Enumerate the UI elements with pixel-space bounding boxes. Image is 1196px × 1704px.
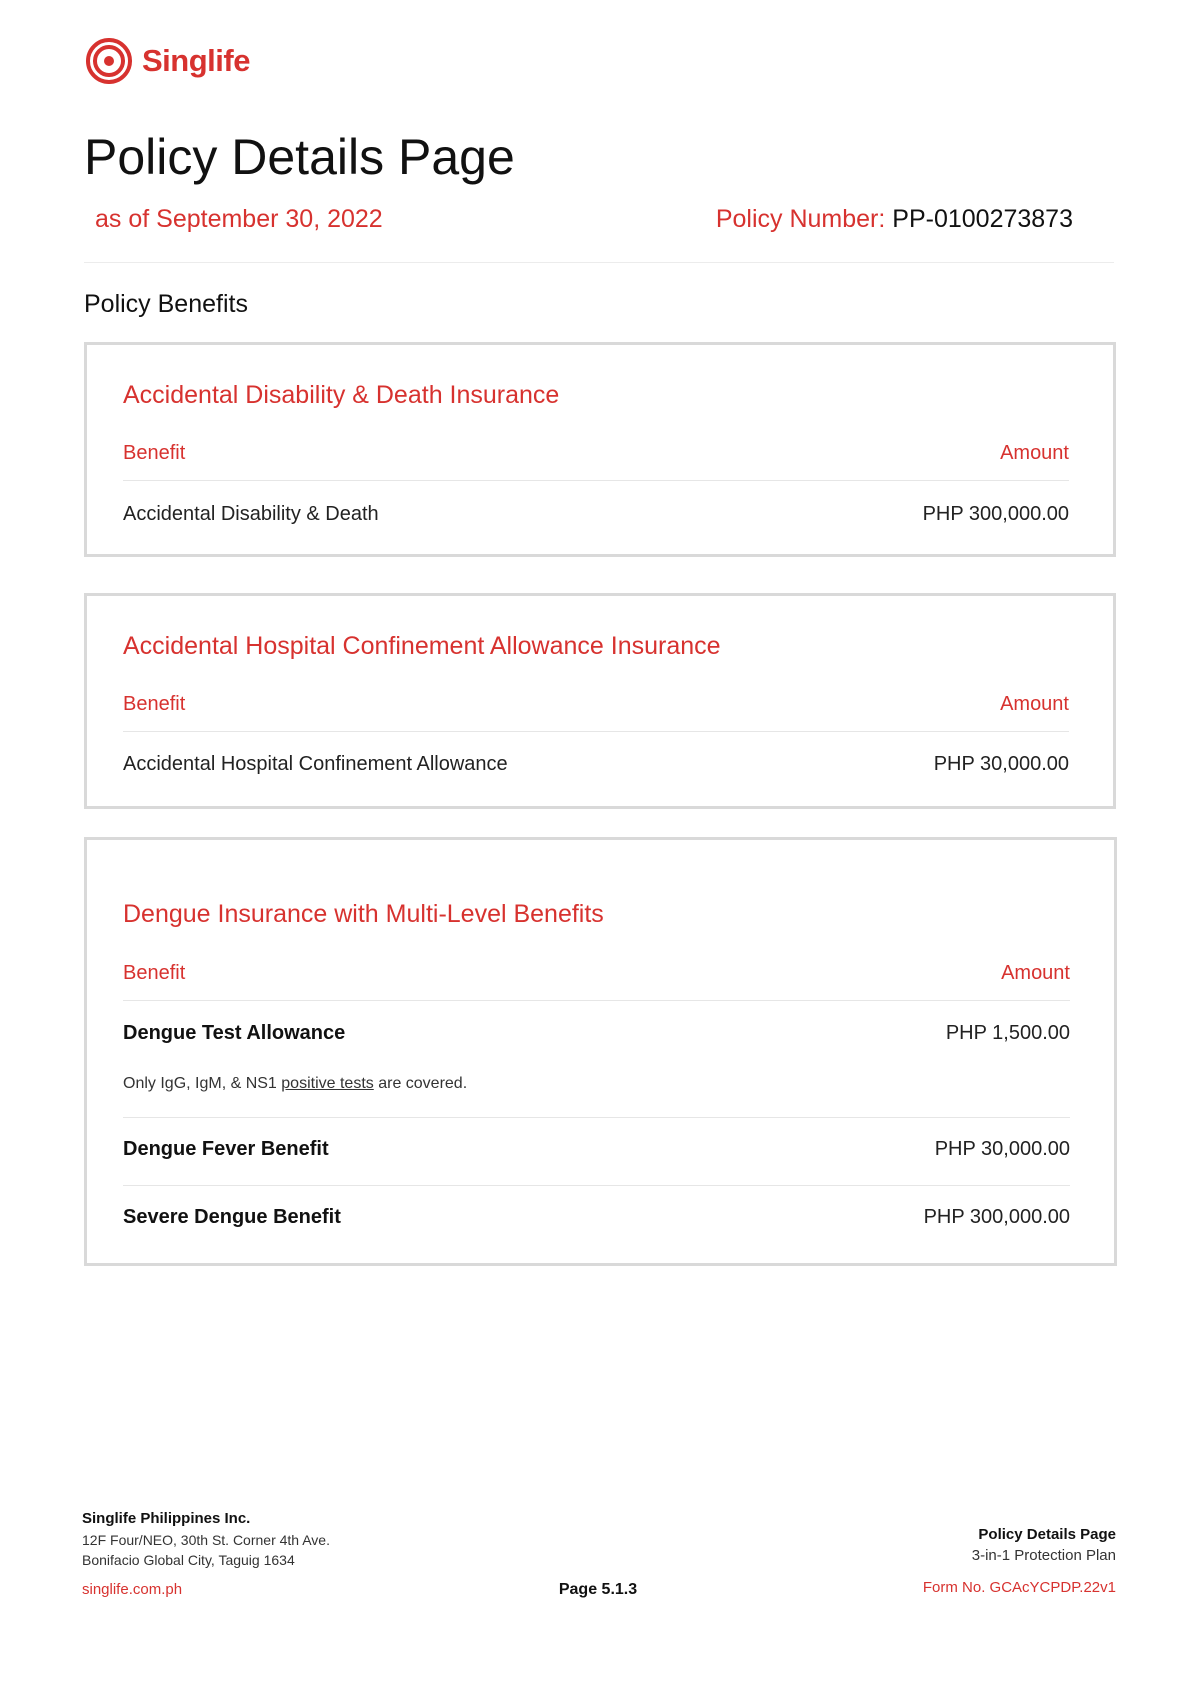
- benefit-amount: PHP 30,000.00: [934, 1138, 1070, 1160]
- header-divider: [84, 262, 1114, 263]
- column-header-benefit: Benefit: [123, 442, 186, 464]
- column-header-amount: Amount: [1000, 442, 1069, 464]
- column-header-benefit: Benefit: [123, 962, 186, 984]
- benefit-label: Dengue Test Allowance: [123, 1022, 346, 1044]
- column-header-amount: Amount: [1000, 693, 1069, 715]
- card-title: Dengue Insurance with Multi-Level Benefits: [123, 900, 604, 928]
- policy-number: [716, 205, 1073, 234]
- benefit-card-dengue: [84, 837, 1117, 1266]
- footer-company: Singlife Philippines Inc.: [82, 1510, 251, 1527]
- row-divider: [123, 1185, 1070, 1186]
- footer-address-line2: Bonifacio Global City, Taguig 1634: [82, 1552, 295, 1568]
- benefit-amount: PHP 30,000.00: [933, 753, 1069, 775]
- brand-name: Singlife: [142, 43, 250, 78]
- benefit-label: Accidental Disability & Death: [123, 503, 379, 525]
- policy-number-value: PP-0100273873: [892, 205, 1073, 233]
- footer-doc-title: Policy Details Page: [978, 1526, 1116, 1543]
- benefit-amount: PHP 300,000.00: [923, 1206, 1070, 1228]
- as-of-date: as of September 30, 2022: [95, 205, 383, 233]
- footer-address-line1: 12F Four/NEO, 30th St. Corner 4th Ave.: [82, 1532, 330, 1548]
- footer-website-link[interactable]: singlife.com.ph: [82, 1581, 183, 1598]
- row-divider: [123, 1000, 1070, 1001]
- policy-number-label: Policy Number:: [715, 205, 886, 233]
- benefit-card-accidental-disability: [84, 342, 1116, 557]
- page-title: Policy Details Page: [84, 129, 515, 185]
- card-title: Accidental Disability & Death Insurance: [123, 381, 560, 409]
- positive-tests-link[interactable]: positive tests: [281, 1075, 374, 1092]
- card-title: Accidental Hospital Confinement Allowance Insurance: [123, 632, 721, 660]
- benefit-amount: PHP 300,000.00: [922, 503, 1069, 525]
- singlife-logo: [84, 36, 250, 86]
- benefit-label: Severe Dengue Benefit: [123, 1206, 341, 1228]
- page-number: Page 5.1.3: [558, 1581, 638, 1598]
- column-header-amount: Amount: [1001, 962, 1070, 984]
- footer-form-number: Form No. GCAcYCPDP.22v1: [922, 1579, 1116, 1596]
- benefit-card-hospital-confinement: [84, 593, 1116, 809]
- column-header-benefit: Benefit: [123, 693, 186, 715]
- note-text: Only IgG, IgM, & NS1: [123, 1075, 282, 1092]
- row-divider: [123, 1117, 1070, 1118]
- section-heading: Policy Benefits: [84, 290, 248, 318]
- benefit-label: Accidental Hospital Confinement Allowance: [123, 753, 508, 775]
- benefit-label: Dengue Fever Benefit: [123, 1138, 329, 1160]
- note-text: are covered.: [373, 1075, 468, 1092]
- row-divider: [123, 731, 1069, 732]
- spiral-swirl-icon: [84, 36, 134, 86]
- benefit-note: [123, 1075, 467, 1093]
- benefit-amount: PHP 1,500.00: [945, 1022, 1070, 1044]
- footer-plan-name: 3-in-1 Protection Plan: [971, 1547, 1116, 1564]
- row-divider: [123, 480, 1069, 481]
